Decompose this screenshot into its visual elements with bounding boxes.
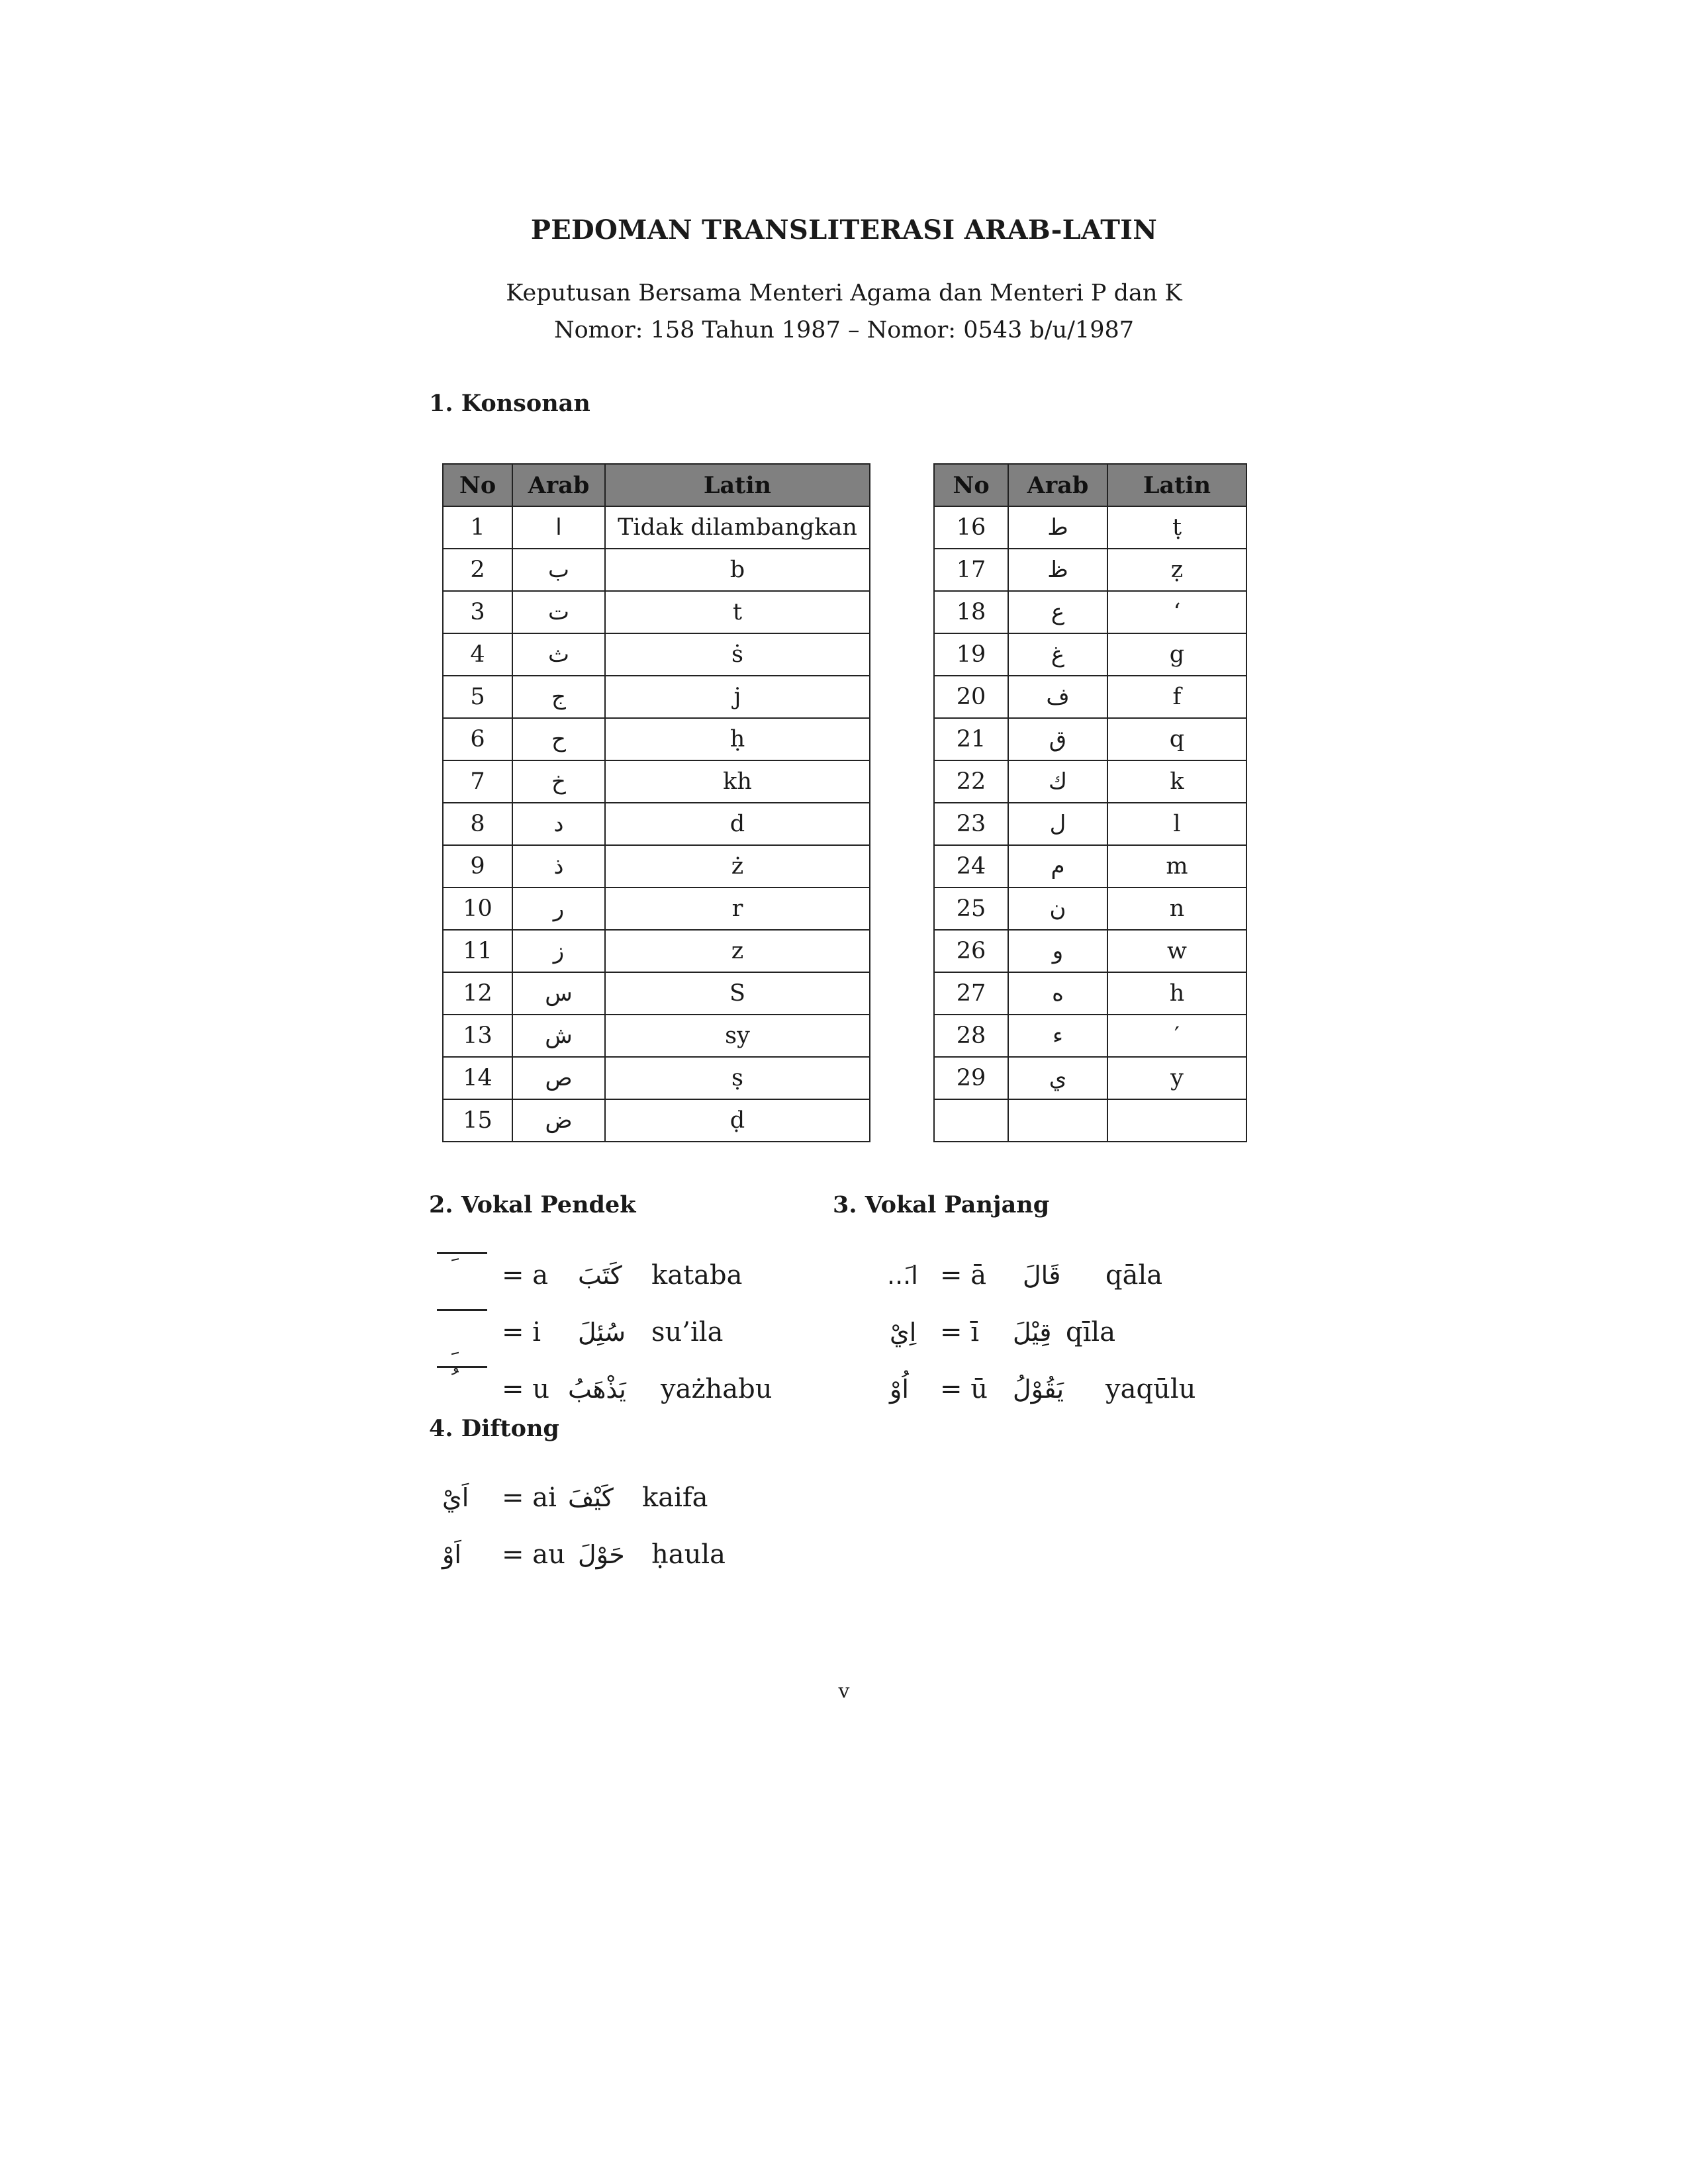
cell-latin: S [605,972,870,1015]
arabic-example: كَتَبَ [578,1261,622,1290]
column-header-arab: Arab [1008,464,1107,506]
table-row [443,718,870,760]
table-row [443,803,870,845]
diphthong-equivalent: = ai [502,1482,557,1513]
empty-table-row [934,1099,1246,1142]
table-row [443,760,870,803]
cell-arab: ر [512,887,605,930]
cell-arab: ح [512,718,605,760]
cell-arab: و [1008,930,1107,972]
subtitle-line-2: Nomor: 158 Tahun 1987 – Nomor: 0543 b/u/1987 [553,317,1134,343]
cell-no: 10 [443,887,512,930]
cell-latin: ′ [1107,1015,1246,1057]
cell-arab: ب [512,549,605,591]
cell-latin: sy [605,1015,870,1057]
vowel-equivalent: = ū [940,1374,988,1404]
cell-no: 9 [443,845,512,887]
cell-latin: t [605,591,870,633]
diftong-row [429,1531,800,1578]
table-row [443,676,870,718]
table-row [443,1057,870,1099]
cell-latin: h [1107,972,1246,1015]
cell-arab: ت [512,591,605,633]
cell-arab: ك [1008,760,1107,803]
vowel-equivalent: = a [502,1260,549,1291]
cell-no: 22 [934,760,1008,803]
table-row [934,803,1246,845]
vowel-mark-line [437,1252,487,1254]
vokal-pendek-row [429,1366,800,1412]
cell-no: 15 [443,1099,512,1142]
cell-arab: د [512,803,605,845]
latin-example: su’ila [651,1317,724,1347]
cell-latin: m [1107,845,1246,887]
cell-no: 24 [934,845,1008,887]
cell-arab: س [512,972,605,1015]
konsonan-left-body [443,506,870,1142]
cell-latin: b [605,549,870,591]
arabic-example: قَالَ [1023,1261,1061,1290]
vowel-equivalent: = i [502,1317,541,1347]
cell-no: 18 [934,591,1008,633]
section-heading-vokal-pendek: 2. Vokal Pendek [429,1191,636,1218]
vowel-equivalent: = ā [940,1260,987,1291]
table-row [934,930,1246,972]
cell-latin: l [1107,803,1246,845]
cell-no: 12 [443,972,512,1015]
column-header-latin: Latin [605,464,870,506]
cell-latin: ṡ [605,633,870,676]
table-row [934,1015,1246,1057]
table-row [934,718,1246,760]
cell-arab: ذ [512,845,605,887]
cell-no: 19 [934,633,1008,676]
vowel-equivalent: = ī [940,1317,980,1347]
latin-example: kaifa [642,1482,708,1513]
cell-latin: z [605,930,870,972]
long-vowel-mark: اِيْ [890,1318,917,1347]
cell-arab: ه [1008,972,1107,1015]
cell-arab: ط [1008,506,1107,549]
diphthong-equivalent: = au [502,1539,565,1570]
cell-no: 23 [934,803,1008,845]
table-row [443,930,870,972]
cell-latin: f [1107,676,1246,718]
latin-example: kataba [651,1260,743,1291]
arabic-example: يَقُوْلُ [1013,1375,1064,1404]
cell-latin: n [1107,887,1246,930]
cell-latin: ẓ [1107,549,1246,591]
vowel-equivalent: = u [502,1374,549,1404]
cell-arab: ش [512,1015,605,1057]
cell-arab: ي [1008,1057,1107,1099]
column-header-arab: Arab [512,464,605,506]
cell-latin: r [605,887,870,930]
vokal-pendek-row [429,1309,800,1355]
empty-cell [1107,1099,1246,1142]
cell-no: 11 [443,930,512,972]
cell-no: 21 [934,718,1008,760]
table-row [934,591,1246,633]
cell-arab: ف [1008,676,1107,718]
cell-latin: d [605,803,870,845]
column-header-latin: Latin [1107,464,1246,506]
table-row [443,591,870,633]
cell-arab: م [1008,845,1107,887]
cell-no: 4 [443,633,512,676]
cell-no: 20 [934,676,1008,718]
cell-latin: ḥ [605,718,870,760]
table-row [934,633,1246,676]
table-header-row [934,464,1246,506]
table-row [934,972,1246,1015]
cell-latin: y [1107,1057,1246,1099]
latin-example: yaqūlu [1105,1374,1196,1404]
table-row [934,887,1246,930]
column-header-no: No [934,464,1008,506]
cell-no: 13 [443,1015,512,1057]
cell-no: 25 [934,887,1008,930]
arabic-example: حَوْلَ [578,1540,625,1569]
table-row [934,760,1246,803]
cell-arab: خ [512,760,605,803]
latin-example: yażhabu [661,1374,773,1404]
vokal-panjang-row [887,1309,1231,1355]
cell-arab: ظ [1008,549,1107,591]
table-row [443,887,870,930]
cell-arab: ج [512,676,605,718]
table-header-row [443,464,870,506]
cell-no: 27 [934,972,1008,1015]
latin-example: qāla [1105,1260,1163,1291]
cell-no: 6 [443,718,512,760]
table-row [934,1057,1246,1099]
cell-latin: g [1107,633,1246,676]
cell-no: 14 [443,1057,512,1099]
cell-no: 8 [443,803,512,845]
cell-arab: غ [1008,633,1107,676]
table-row [443,506,870,549]
cell-no: 16 [934,506,1008,549]
cell-arab: ء [1008,1015,1107,1057]
cell-arab: ز [512,930,605,972]
cell-latin: kh [605,760,870,803]
empty-cell [934,1099,1008,1142]
table-row [443,1099,870,1142]
konsonan-table-right [933,463,1247,1142]
latin-example: qīla [1066,1317,1116,1347]
konsonan-right-body [934,506,1246,1142]
table-row [934,845,1246,887]
cell-arab: ض [512,1099,605,1142]
cell-no: 2 [443,549,512,591]
page-title: PEDOMAN TRANSLITERASI ARAB-LATIN [530,214,1158,246]
empty-cell [1008,1099,1107,1142]
table-row [934,676,1246,718]
cell-arab: ع [1008,591,1107,633]
long-vowel-mark: اُوْ [890,1375,909,1404]
cell-no: 28 [934,1015,1008,1057]
subtitle-line-1: Keputusan Bersama Menteri Agama dan Menteri P dan K [506,280,1182,306]
cell-no: 29 [934,1057,1008,1099]
cell-latin: q [1107,718,1246,760]
table-row [443,1015,870,1057]
cell-no: 1 [443,506,512,549]
cell-latin: ṣ [605,1057,870,1099]
table-row [934,506,1246,549]
table-row [934,549,1246,591]
arabic-example: سُئِلَ [578,1318,626,1347]
cell-latin: ż [605,845,870,887]
table-row [443,633,870,676]
konsonan-table-left [442,463,870,1142]
section-heading-konsonan: 1. Konsonan [429,390,590,417]
cell-latin: w [1107,930,1246,972]
table-row [443,845,870,887]
vokal-pendek-row [429,1252,800,1298]
cell-no: 7 [443,760,512,803]
vokal-panjang-row [887,1366,1231,1412]
cell-latin: ṭ [1107,506,1246,549]
diftong-row [429,1475,800,1521]
long-vowel-mark: ...َا [887,1261,918,1290]
arabic-example: قِيْلَ [1013,1318,1052,1347]
cell-arab: ن [1008,887,1107,930]
cell-latin: j [605,676,870,718]
arabic-example: يَذْهَبُ [568,1375,626,1404]
table-row [443,549,870,591]
column-header-no: No [443,464,512,506]
cell-no: 26 [934,930,1008,972]
page-number: v [838,1680,850,1703]
cell-latin: k [1107,760,1246,803]
cell-no: 3 [443,591,512,633]
diphthong-mark: اَيْ [442,1483,469,1512]
section-heading-vokal-panjang: 3. Vokal Panjang [833,1191,1050,1218]
cell-arab: ل [1008,803,1107,845]
table-row [443,972,870,1015]
arabic-example: كَيْفَ [568,1483,614,1512]
diphthong-mark: اَوْ [442,1540,461,1569]
cell-latin: Tidak dilambangkan [605,506,870,549]
cell-arab: ث [512,633,605,676]
cell-arab: ا [512,506,605,549]
cell-arab: ص [512,1057,605,1099]
latin-example: ḥaula [651,1539,726,1570]
vowel-mark-line [437,1366,487,1368]
cell-no: 17 [934,549,1008,591]
cell-no: 5 [443,676,512,718]
vowel-mark-line [437,1309,487,1311]
cell-latin: ‘ [1107,591,1246,633]
section-heading-diftong: 4. Diftong [429,1415,559,1442]
cell-latin: ḍ [605,1099,870,1142]
cell-arab: ق [1008,718,1107,760]
vokal-panjang-row [887,1252,1231,1298]
